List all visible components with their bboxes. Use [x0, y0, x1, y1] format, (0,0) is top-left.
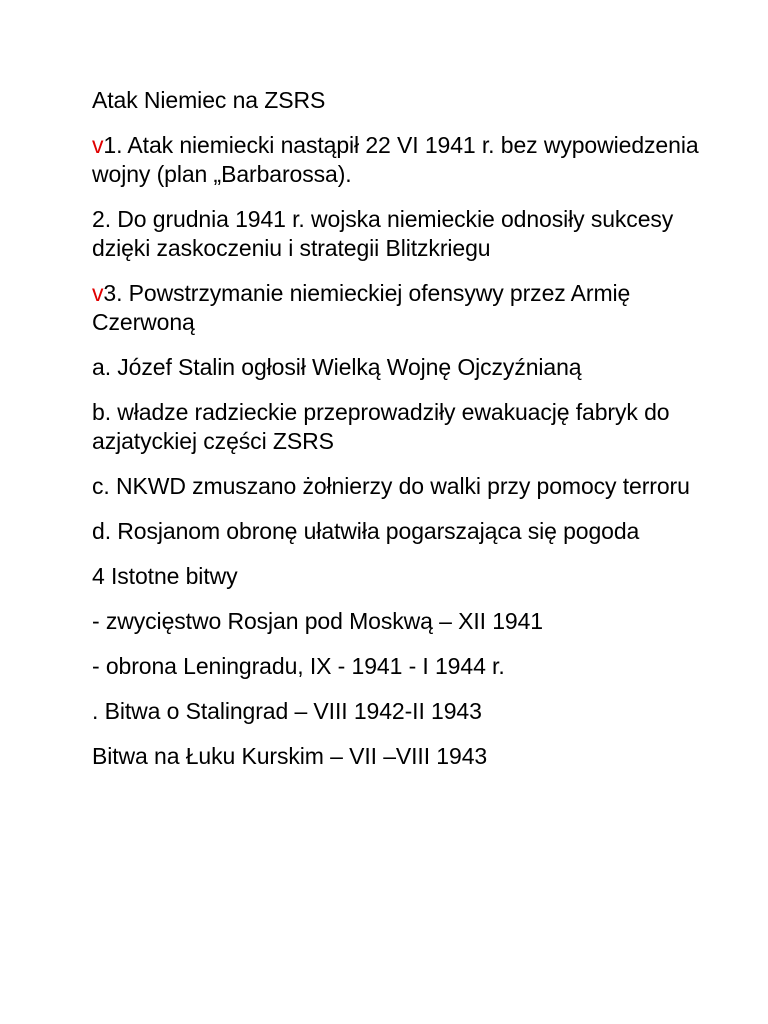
document-page [92, 86, 712, 787]
bullet-marker: v [92, 280, 104, 306]
battle-item-kursk: Bitwa na Łuku Kurskim – VII –VIII 1943 [92, 743, 488, 769]
paragraph-1 [92, 131, 712, 189]
paragraph-4: 4 Istotne bitwy [92, 563, 238, 589]
bullet-marker: v [92, 132, 104, 158]
paragraph-3a: a. Józef Stalin ogłosił Wielką Wojnę Ojczyźnianą [92, 354, 582, 380]
document-title: Atak Niemiec na ZSRS [92, 87, 326, 113]
paragraph-text: 1. Atak niemiecki nastąpił 22 VI 1941 r. bez wypowiedzenia wojny (plan „Barbarossa). [92, 132, 699, 187]
battle-item-stalingrad: . Bitwa o Stalingrad – VIII 1942-II 1943 [92, 698, 482, 724]
paragraph-3d: d. Rosjanom obronę ułatwiła pogarszająca się pogoda [92, 518, 640, 544]
paragraph-3b: b. władze radzieckie przeprowadziły ewakuację fabryk do azjatyckiej części ZSRS [92, 399, 670, 454]
paragraph-text: 3. Powstrzymanie niemieckiej ofensywy przez Armię Czerwoną [92, 280, 631, 335]
battle-item-moscow: - zwycięstwo Rosjan pod Moskwą – XII 1941 [92, 608, 543, 634]
paragraph-3c: c. NKWD zmuszano żołnierzy do walki przy pomocy terroru [92, 473, 690, 499]
paragraph-2: 2. Do grudnia 1941 r. wojska niemieckie odnosiły sukcesy dzięki zaskoczeniu i strategii Blitzkriegu [92, 206, 674, 261]
battle-item-leningrad: - obrona Leningradu, IX - 1941 - I 1944 r. [92, 653, 505, 679]
paragraph-3 [92, 279, 712, 337]
